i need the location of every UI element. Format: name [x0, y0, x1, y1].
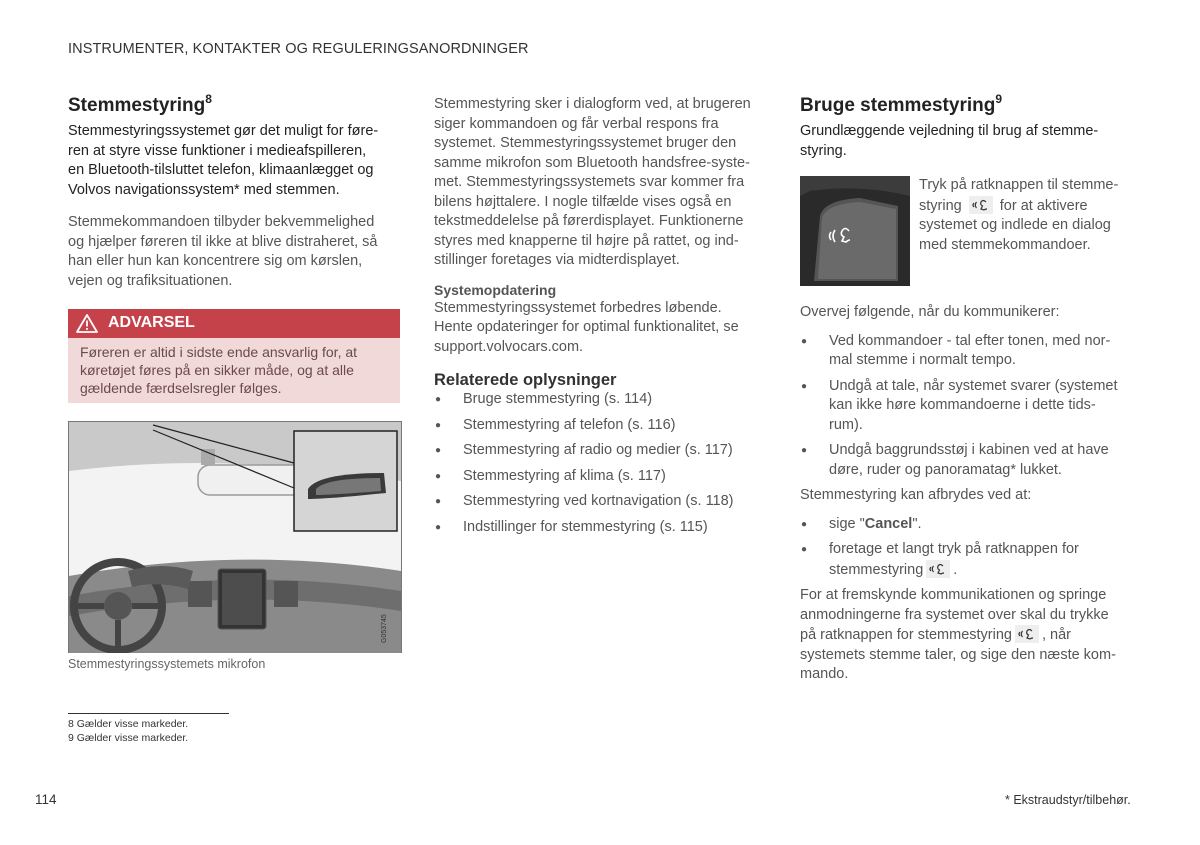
warning-header: [68, 309, 400, 338]
steering-button-figure: [800, 176, 910, 286]
system-update-heading: Systemopdatering: [434, 281, 557, 298]
related-link-5[interactable]: ● Stemmestyring ved kortnavigation (s. 118): [434, 492, 774, 512]
support-link[interactable]: support.volvocars.com.: [434, 338, 584, 355]
column-3-lower: [800, 303, 1145, 685]
related-link-2[interactable]: ● Stemmestyring af telefon (s. 116): [434, 416, 774, 436]
list-item: ● Undgå at tale, når systemet svarer (systemet kan ikke høre kommandoerne i dette tids- rum).: [800, 377, 1145, 436]
column-3: [800, 92, 1140, 161]
convenience-paragraph: Stemmekommandoen tilbyder bekvemmelighed og hjælper føreren til ikke at blive distraheret, så han eller hun kan koncentrere sig om kørslen, vejen og trafiksituationen.: [68, 214, 378, 289]
warning-triangle-icon: [76, 314, 98, 333]
microphone-figure: [68, 421, 402, 653]
interrupt-list: [800, 515, 1145, 581]
footnote-ref-8: 8: [205, 92, 212, 106]
list-item: ● Ved kommandoer - tal efter tonen, med nor- mal stemme i normalt tempo.: [800, 332, 1145, 371]
footnote-8: 8 Gælder visse markeder.: [68, 718, 189, 730]
footnote-divider: [68, 713, 229, 714]
figure-code: G053745: [381, 614, 388, 643]
dialog-paragraph: Stemmestyring sker i dialogform ved, at brugeren siger kommandoen og får verbal respons fra systemet. Stemmestyringssystemet bruger den samme mikrofon som Bluetooth handsfree-syste- met. Stemmestyringssystemets svar kommer fra bilens højttalere. I nogle tilfælde vises også en tekstmeddelelse på førerdisplayet. Funktionerne styres med knapperne til højre på rattet, og ind- stillinger foretages via midterdisplayet.: [434, 96, 751, 268]
heading-bruge-stemmestyring: Bruge stemmestyring$^9$: [800, 92, 1003, 116]
voice-control-icon: [1015, 625, 1039, 643]
list-item: ● sige "Cancel".: [800, 515, 1145, 535]
list-item: ● foretage et langt tryk på ratknappen for stemmestyring .: [800, 540, 1145, 580]
footnote-9: 9 Gælder visse markeder.: [68, 732, 189, 744]
system-update-paragraph: Stemmestyringssystemet forbedres løbende. Hente opdateringer for optimal funktionalitet, se support.volvocars.com.: [434, 299, 739, 355]
button-instruction: Tryk på ratknappen til stemme- styring for at aktivere systemet og indlede en dialog med stemmekommandoer.: [919, 177, 1119, 253]
warning-text: Føreren er altid i sidste ende ansvarlig for, at køretøjet føres på en sikker måde, og at alle gældende færdselsregler følges.: [80, 344, 358, 396]
related-info-heading: Relaterede oplysninger: [434, 371, 617, 389]
related-info-list: [434, 390, 774, 537]
warning-title: ADVARSEL: [108, 314, 195, 331]
observe-list: [800, 332, 1145, 481]
intro-paragraph: Stemmestyringssystemet gør det muligt for føre- ren at styre visse funktioner i medieafspilleren, en Bluetooth-tilsluttet telefon, klimaanlægget og Volvos navigationssystem* med stemmen.: [68, 123, 379, 198]
voice-control-icon: [926, 560, 950, 578]
related-link-3[interactable]: ● Stemmestyring af radio og medier (s. 117): [434, 441, 774, 461]
warning-box: [68, 338, 400, 403]
speed-up-paragraph: For at fremskynde kommunikationen og springe anmodningerne fra systemet over skal du trykke på ratknappen for stemmestyring , når systemets stemme taler, og sige den næste kom- mando.: [800, 587, 1116, 682]
cancel-command: Cancel: [864, 515, 913, 532]
footer-note: * Ekstraudstyr/tilbehør.: [1005, 793, 1131, 807]
voice-control-icon: [969, 196, 993, 214]
observe-text: Overvej følgende, når du kommunikerer:: [800, 304, 1060, 320]
heading-stemmestyring: Stemmestyring$^8$: [68, 92, 212, 116]
page-number: 114: [35, 792, 57, 807]
related-link-1[interactable]: ● Bruge stemmestyring (s. 114): [434, 390, 774, 410]
footnote-ref-9: 9: [995, 92, 1003, 106]
related-link-4[interactable]: ● Stemmestyring af klima (s. 117): [434, 467, 774, 487]
column-2: [434, 95, 774, 537]
interrupt-text: Stemmestyring kan afbrydes ved at:: [800, 487, 1032, 503]
section-header: INSTRUMENTER, KONTAKTER OG REGULERINGSANORDNINGER: [68, 41, 529, 57]
list-item: ● Undgå baggrundsstøj i kabinen ved at have døre, ruder og panoramatag* lukket.: [800, 441, 1145, 480]
basic-guide-paragraph: Grundlæggende vejledning til brug af stemme- styring.: [800, 123, 1099, 159]
related-link-6[interactable]: ● Indstillinger for stemmestyring (s. 115): [434, 518, 774, 538]
column-1: [68, 92, 403, 291]
figure-caption: Stemmestyringssystemets mikrofon: [68, 657, 266, 671]
